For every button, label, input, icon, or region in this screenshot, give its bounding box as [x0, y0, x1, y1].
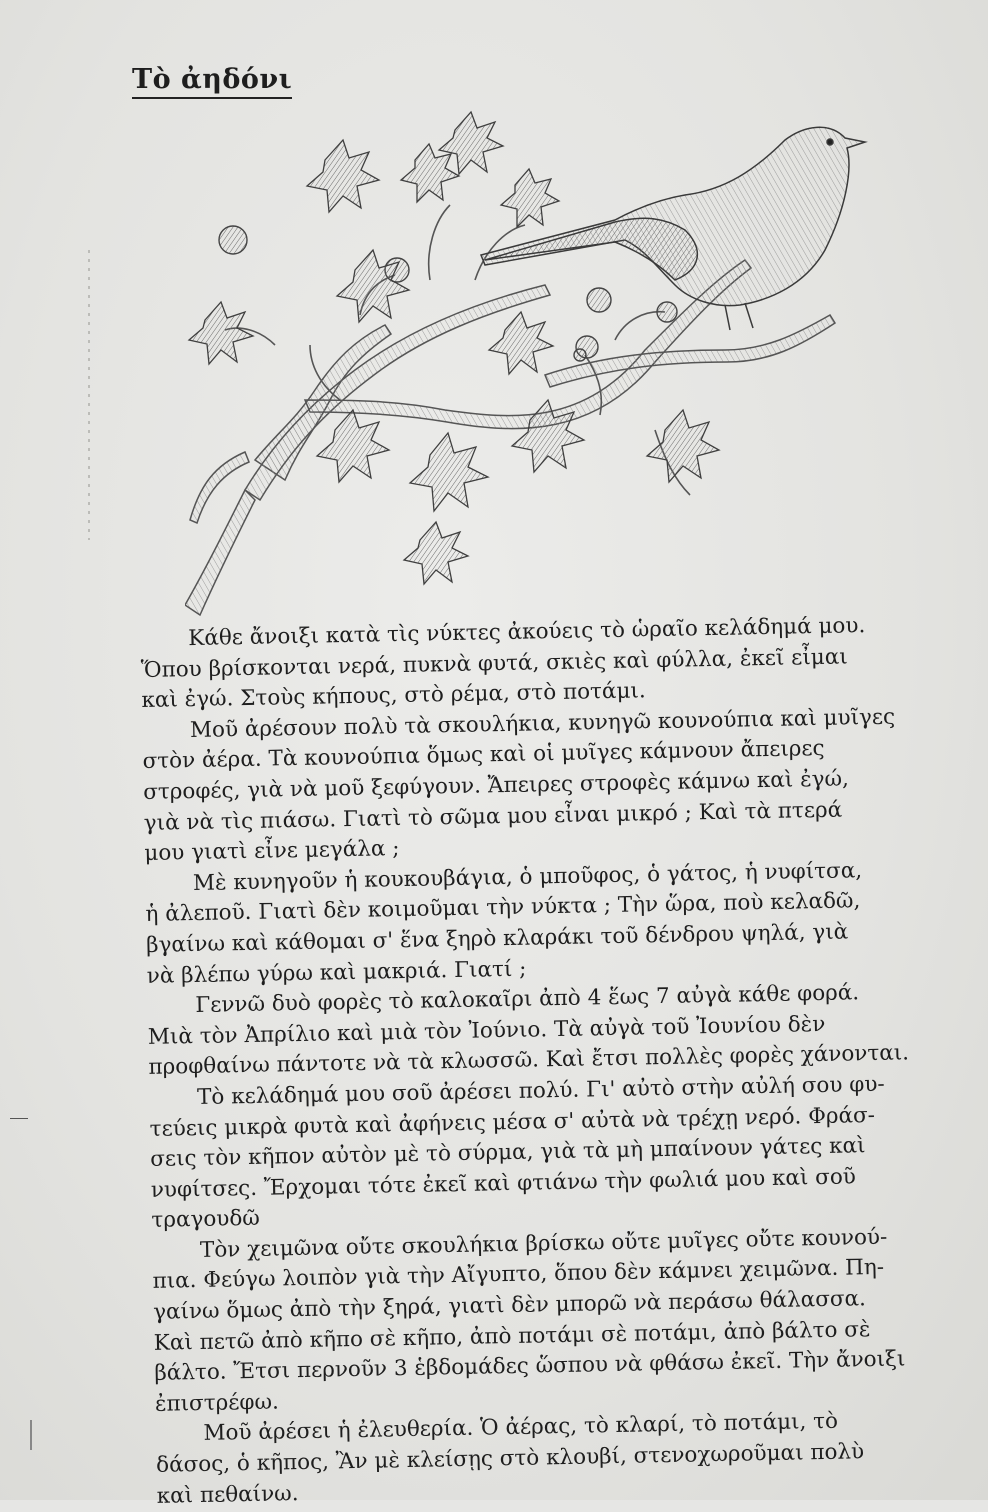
text-line: δάσος, ὁ κῆπος, Ἂν μὲ κλείσῃς στὸ κλουβί, στενοχωροῦμαι πολὺ [155, 1439, 865, 1478]
text-line: νὰ βλέπω γύρω καὶ μακριά. Γιατί ; [146, 956, 527, 989]
text-line: Γεννῶ δυὸ φορὲς τὸ καλοκαῖρι ἀπὸ 4 ἕως 7 αὐγὰ κάθε φορά. [195, 980, 860, 1019]
paragraph [149, 1069, 942, 1237]
text-line: μου γιατὶ εἶνε μεγάλα ; [144, 836, 400, 867]
nightingale-bird [481, 127, 865, 330]
text-line: Τὸ κελάδημά μου σοῦ ἀρέσει πολύ. Γι' αὐτὸ στὴν αὐλή σου φυ- [196, 1071, 885, 1110]
leaves [189, 112, 719, 584]
text-line: νυφίτσες. Ἔρχομαι τότε ἐκεῖ καὶ φτιάνω τὴν φωλιά μου καὶ σοῦ [150, 1164, 857, 1203]
text-line: Μὲ κυνηγοῦν ἡ κουκουβάγια, ὁ μποῦφος, ὁ γάτος, ἡ νυφίτσα, [192, 857, 863, 896]
branch [185, 260, 835, 615]
text-line: Κάθε ἄνοιξι κατὰ τὶς νύκτες ἀκούεις τὸ ὡραῖο κελάδημά μου. [188, 613, 866, 652]
text-line: καὶ ἐγώ. Στοὺς κήπους, στὸ ρέμα, στὸ ποτάμι. [141, 678, 646, 714]
scan-artifact [30, 1420, 32, 1450]
text-line: ἐπιστρέφω. [154, 1389, 280, 1417]
paragraph [147, 977, 939, 1084]
text-line: γαίνω ὅμως ἀπὸ τὴν ξηρά, γιατὶ δὲν μπορῶ νὰ περάσω θάλασσα. [152, 1286, 867, 1325]
paragraph [142, 702, 935, 870]
text-line: γιὰ νὰ τὶς πιάσω. Γιατὶ τὸ σῶμα μου εἶναι μικρό ; Καὶ τὰ πτερά [143, 797, 843, 836]
text-line: τραγουδῶ [151, 1206, 261, 1234]
text-line: στὸν ἀέρα. Τὰ κουνούπια ὅμως καὶ οἱ μυῖγες κάμνουν ἄπειρες [142, 736, 825, 775]
text-line: στροφές, γιὰ νὰ μοῦ ξεφύγουν. Ἄπειρες στροφὲς κάμνω καὶ ἐγώ, [142, 766, 850, 805]
text-line: βγαίνω καὶ κάθομαι σ' ἕνα ξηρὸ κλαράκι τοῦ δένδρου ψηλά, γιὰ [145, 919, 849, 958]
paragraph [145, 855, 937, 993]
text-line: προφθαίνω πάντοτε νὰ τὰ κλωσσῶ. Καὶ ἔτσι πολλὲς φορὲς χάνονται. [148, 1040, 910, 1081]
text-line: Μιὰ τὸν Ἀπρίλιο καὶ μιὰ τὸν Ἰούνιο. Τὰ αὐγὰ τοῦ Ἰουνίου δὲν [147, 1011, 826, 1050]
text-line: Καὶ πετῶ ἀπὸ κῆπο σὲ κῆπο, ἀπὸ ποτάμι σὲ ποτάμι, ἀπὸ βάλτο σὲ [153, 1316, 871, 1356]
berries [219, 226, 677, 361]
text-line: Μοῦ ἀρέσουν πολὺ τὰ σκουλήκια, κυνηγῶ κουνούπια καὶ μυῖγες [189, 704, 896, 743]
text-line: ἡ ἀλεποῦ. Γιατὶ δὲν κοιμοῦμαι τὴν νύκτα ; Τὴν ὥρα, ποὺ κελαδῶ, [145, 888, 861, 928]
text-line: Μοῦ ἀρέσει ἡ ἐλευθερία. Ὁ ἀέρας, τὸ κλαρί, τὸ ποτάμι, τὸ [203, 1409, 839, 1447]
text-line: τεύεις μικρὰ φυτὰ καὶ ἀφήνεις μέσα σ' αὐτὰ νὰ τρέχῃ νερό. Φράσ- [149, 1102, 876, 1142]
text-line: σεις τὸν κῆπον αὐτὸν μὲ τὸ σύρμα, γιὰ τὰ μὴ μπαίνουν γάτες καὶ [150, 1133, 866, 1172]
text-line: Ὅπου βρίσκονται νερά, πυκνὰ φυτά, σκιὲς καὶ φύλλα, ἐκεῖ εἶμαι [140, 644, 848, 683]
article-body [140, 610, 947, 1512]
text-line: καὶ πεθαίνω. [156, 1480, 299, 1509]
margin-mark [10, 1118, 28, 1119]
paragraph [152, 1222, 945, 1421]
nightingale-illustration [185, 100, 885, 620]
paragraph [140, 610, 932, 717]
text-line: βάλτο. Ἔτσι περνοῦν 3 ἑβδομάδες ὥσπου νὰ φθάσω ἐκεῖ. Τὴν ἄνοιξι [154, 1346, 906, 1387]
page-title: Τὸ ἀηδόνι [132, 64, 292, 99]
paragraph [155, 1405, 947, 1512]
scan-artifact [88, 250, 90, 540]
text-line: πια. Φεύγω λοιπὸν γιὰ τὴν Αἴγυπτο, ὅπου δὲν κάμνει χειμῶνα. Πη- [152, 1255, 885, 1295]
text-line: Τὸν χειμῶνα οὔτε σκουλήκια βρίσκω οὔτε μυῖγες οὔτε κουνού- [199, 1224, 888, 1263]
